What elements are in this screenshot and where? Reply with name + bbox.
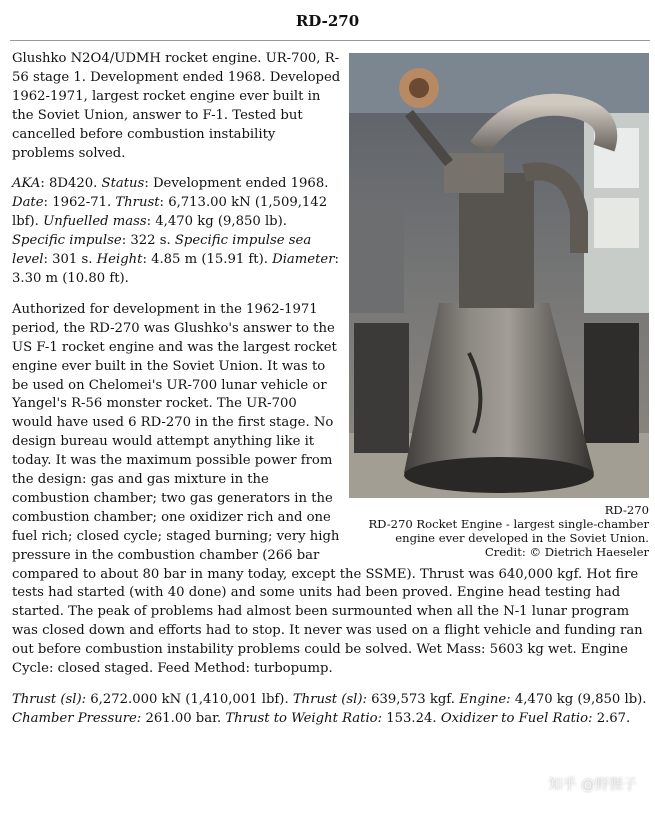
figure-credit: Credit: © Dietrich Haeseler — [484, 545, 649, 559]
isp-sl-value: 301 s. — [52, 252, 93, 268]
isp-label: Specific impulse — [12, 233, 122, 249]
oxidizer-fuel-label: Oxidizer to Fuel Ratio: — [440, 710, 593, 726]
thrust-weight-label: Thrust to Weight Ratio: — [225, 710, 383, 726]
status-label: Status — [101, 176, 145, 192]
description-paragraph: Authorized for development in the 1962-1971 period, the RD-270 was Glushko's answer to the US F-1 rocket engine and was the largest rocket engine ever built in the Soviet Union. It was to be used on Chelomei's UR-700 lunar vehicle or Yangel's R-56 monster rocket. The UR-700 would have used 6 RD-270 in the first stage. No design bureau would attempt anything like it today. It was the maximum possible power from the design: gas and gas mixture in the combustion chamber; two gas generators in the combustion chamber; one oxidizer rich and one fuel rich; closed cycle; staged burning; very high pressure in the combustion chamber (266 bar compared to about 80 bar in many today, except the SSME). Thrust was 640,000 kgf. Hot fire tests had started (with 40 done) and some units had been proved. Engine head testing had started. The peak of problems had almost been surmounted when all the N-1 lunar program was closed down and efforts had to stop. It never was used on a flight vehicle and funding ran out before combustion instability problems could be solved. Wet Mass: 5603 kg wet. Engine Cycle: closed staged. Feed Method: turbopump. — [12, 301, 643, 677]
thrust-value: 6,713.00 kN (1,509,142 lbf). — [12, 195, 328, 230]
engine-value: 4,470 kg (9,850 lb). — [514, 692, 647, 707]
mass-label: Unfuelled mass — [43, 214, 147, 230]
engine-label: Engine: — [459, 692, 511, 707]
engine-photo[interactable] — [349, 53, 649, 498]
thrust-sl-label: Thrust (sl): — [12, 692, 87, 707]
aka-value: 8D420. — [49, 176, 98, 192]
height-value: 4.85 m (15.91 ft). — [151, 252, 268, 268]
chamber-pressure-label: Chamber Pressure: — [12, 710, 142, 726]
thrust-sl-value: 6,272.000 kN (1,410,001 lbf). — [90, 692, 289, 707]
chamber-pressure-value: 261.00 bar. — [145, 710, 222, 726]
watermark: 知乎 @野狸子 — [548, 777, 637, 793]
engine-figure — [349, 53, 649, 559]
thrust-label: Thrust — [115, 195, 160, 211]
specs-paragraph: AKA: 8D420. Status: Development ended 1968. Date: 1962-71. Thrust: 6,713.00 kN (1,509,142 lbf). Unfuelled mass: 4,470 kg (9,850 lb). Specific impulse: 322 s. Specific impulse sea level: 301 s. Height: 4.85 m (15.91 ft). Diameter: 3.30 m (10.80 ft). — [12, 176, 339, 286]
diameter-value: 3.30 m (10.80 ft). — [12, 270, 129, 286]
isp-value: 322 s. — [130, 233, 171, 249]
aka-label: AKA — [12, 176, 41, 192]
height-label: Height — [96, 252, 143, 268]
mass-value: 4,470 kg (9,850 lb). — [155, 214, 287, 230]
figure-label: RD-270 — [604, 503, 649, 517]
performance-paragraph — [12, 691, 649, 729]
date-label: Date — [12, 195, 44, 211]
oxidizer-fuel-value: 2.67. — [596, 710, 631, 726]
thrust-sl-kgf-value: 639,573 kgf. — [371, 692, 455, 707]
thrust-weight-value: 153.24. — [386, 710, 437, 726]
page-title: RD-270 — [295, 12, 360, 30]
summary-paragraph: Glushko N2O4/UDMH rocket engine. UR-700, R-56 stage 1. Development ended 1968. Developed 1962-1971, largest rocket engine ever built in the Soviet Union, answer to F-1. Tested but cancelled before combustion instability problems solved. — [12, 51, 341, 161]
isp-sl-label: Specific impulse sea level — [12, 233, 312, 268]
diameter-label: Diameter — [272, 252, 335, 268]
thrust-sl-kgf-label: Thrust (sl): — [292, 692, 367, 707]
figure-caption: RD-270 Rocket Engine - largest single-chamber engine ever developed in the Soviet Union. — [368, 517, 649, 545]
article-body — [12, 50, 649, 741]
date-value: 1962-71. — [52, 195, 112, 211]
status-value: Development ended 1968. — [152, 176, 329, 192]
title-divider — [10, 40, 650, 41]
